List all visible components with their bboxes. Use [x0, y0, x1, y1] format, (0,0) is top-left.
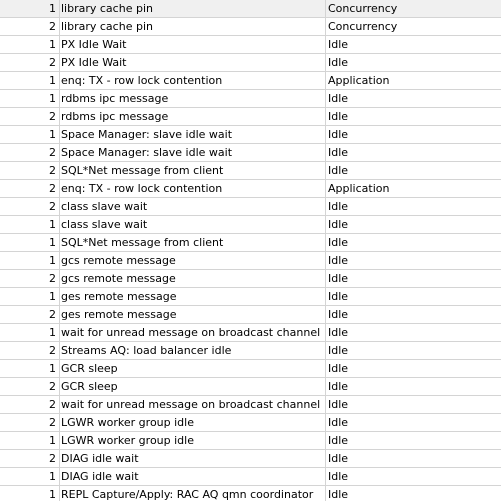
wait-class-cell[interactable]: Idle [328, 164, 349, 177]
inst-id-cell[interactable]: 1 [0, 360, 60, 377]
table-row[interactable] [0, 108, 501, 126]
wait-class-cell[interactable]: Idle [328, 110, 349, 123]
table-row[interactable] [0, 54, 501, 72]
event-cell[interactable]: rdbms ipc message [60, 90, 326, 107]
event-cell[interactable]: Space Manager: slave idle wait [60, 126, 326, 143]
inst-id-cell[interactable]: 1 [0, 234, 60, 251]
table-row[interactable] [0, 414, 501, 432]
inst-id-cell[interactable]: 1 [0, 252, 60, 269]
inst-id-cell[interactable]: 1 [0, 90, 60, 107]
event-cell[interactable]: REPL Capture/Apply: RAC AQ qmn coordinator [60, 486, 326, 501]
event-cell[interactable]: LGWR worker group idle [60, 432, 326, 449]
wait-class-cell[interactable]: Idle [328, 308, 349, 321]
inst-id-cell[interactable]: 2 [0, 306, 60, 323]
table-row[interactable] [0, 378, 501, 396]
table-row[interactable] [0, 288, 501, 306]
wait-class-cell[interactable]: Idle [328, 488, 349, 501]
event-cell[interactable]: class slave wait [60, 198, 326, 215]
inst-id-cell[interactable]: 2 [0, 54, 60, 71]
table-row[interactable] [0, 432, 501, 450]
wait-class-cell[interactable]: Idle [328, 92, 349, 105]
inst-id-cell[interactable]: 1 [0, 216, 60, 233]
table-row[interactable] [0, 396, 501, 414]
event-cell[interactable]: PX Idle Wait [60, 36, 326, 53]
inst-id-cell[interactable]: 2 [0, 414, 60, 431]
table-row[interactable] [0, 306, 501, 324]
table-row[interactable] [0, 72, 501, 90]
table-row[interactable] [0, 270, 501, 288]
wait-class-cell[interactable]: Idle [328, 290, 349, 303]
table-row[interactable] [0, 216, 501, 234]
table-row[interactable] [0, 162, 501, 180]
inst-id-cell[interactable]: 2 [0, 108, 60, 125]
table-row[interactable] [0, 0, 501, 18]
event-cell[interactable]: gcs remote message [60, 270, 326, 287]
wait-class-cell[interactable]: Idle [328, 326, 349, 339]
inst-id-cell[interactable]: 1 [0, 126, 60, 143]
table-row[interactable] [0, 36, 501, 54]
wait-class-cell[interactable]: Idle [328, 254, 349, 267]
inst-id-cell[interactable]: 1 [0, 72, 60, 89]
event-cell[interactable]: Space Manager: slave idle wait [60, 144, 326, 161]
event-cell[interactable]: gcs remote message [60, 252, 326, 269]
wait-class-cell[interactable]: Idle [328, 452, 349, 465]
wait-class-cell[interactable]: Idle [328, 434, 349, 447]
inst-id-cell[interactable]: 1 [0, 486, 60, 501]
event-cell[interactable]: ges remote message [60, 288, 326, 305]
inst-id-cell[interactable]: 2 [0, 342, 60, 359]
wait-class-cell[interactable]: Idle [328, 416, 349, 429]
table-row[interactable] [0, 18, 501, 36]
event-cell[interactable]: PX Idle Wait [60, 54, 326, 71]
event-cell[interactable]: DIAG idle wait [60, 450, 326, 467]
event-cell[interactable]: enq: TX - row lock contention [60, 180, 326, 197]
table-row[interactable] [0, 144, 501, 162]
table-row[interactable] [0, 126, 501, 144]
event-cell[interactable]: library cache pin [60, 18, 326, 35]
wait-class-cell[interactable]: Idle [328, 236, 349, 249]
event-cell[interactable]: DIAG idle wait [60, 468, 326, 485]
event-cell[interactable]: library cache pin [60, 0, 326, 17]
event-cell[interactable]: enq: TX - row lock contention [60, 72, 326, 89]
wait-class-cell[interactable]: Idle [328, 398, 349, 411]
inst-id-cell[interactable]: 1 [0, 0, 60, 17]
table-row[interactable] [0, 324, 501, 342]
event-cell[interactable]: GCR sleep [60, 360, 326, 377]
table-row[interactable] [0, 486, 501, 501]
wait-class-cell[interactable]: Concurrency [328, 20, 398, 33]
table-row[interactable] [0, 450, 501, 468]
event-cell[interactable]: wait for unread message on broadcast channel [60, 324, 326, 341]
inst-id-cell[interactable]: 1 [0, 36, 60, 53]
event-cell[interactable]: wait for unread message on broadcast channel [60, 396, 326, 413]
inst-id-cell[interactable]: 2 [0, 144, 60, 161]
inst-id-cell[interactable]: 2 [0, 198, 60, 215]
inst-id-cell[interactable]: 2 [0, 450, 60, 467]
wait-class-cell[interactable]: Idle [328, 56, 349, 69]
inst-id-cell[interactable]: 2 [0, 270, 60, 287]
event-cell[interactable]: rdbms ipc message [60, 108, 326, 125]
wait-class-cell[interactable]: Idle [328, 218, 349, 231]
event-cell[interactable]: LGWR worker group idle [60, 414, 326, 431]
event-cell[interactable]: Streams AQ: load balancer idle [60, 342, 326, 359]
table-row[interactable] [0, 468, 501, 486]
wait-class-cell[interactable]: Idle [328, 38, 349, 51]
inst-id-cell[interactable]: 1 [0, 432, 60, 449]
table-row[interactable] [0, 90, 501, 108]
wait-class-cell[interactable]: Idle [328, 380, 349, 393]
event-cell[interactable]: ges remote message [60, 306, 326, 323]
table-row[interactable] [0, 180, 501, 198]
wait-class-cell[interactable]: Application [328, 74, 390, 87]
inst-id-cell[interactable]: 1 [0, 324, 60, 341]
wait-class-cell[interactable]: Idle [328, 200, 349, 213]
inst-id-cell[interactable]: 1 [0, 468, 60, 485]
inst-id-cell[interactable]: 2 [0, 378, 60, 395]
inst-id-cell[interactable]: 2 [0, 162, 60, 179]
event-cell[interactable]: SQL*Net message from client [60, 162, 326, 179]
table-row[interactable] [0, 342, 501, 360]
event-cell[interactable]: class slave wait [60, 216, 326, 233]
event-cell[interactable]: GCR sleep [60, 378, 326, 395]
wait-class-cell[interactable]: Concurrency [328, 2, 398, 15]
inst-id-cell[interactable]: 2 [0, 396, 60, 413]
inst-id-cell[interactable]: 2 [0, 18, 60, 35]
table-row[interactable] [0, 360, 501, 378]
table-row[interactable] [0, 198, 501, 216]
wait-class-cell[interactable]: Idle [328, 146, 349, 159]
wait-class-cell[interactable]: Application [328, 182, 390, 195]
table-row[interactable] [0, 234, 501, 252]
inst-id-cell[interactable]: 2 [0, 180, 60, 197]
inst-id-cell[interactable]: 1 [0, 288, 60, 305]
wait-class-cell[interactable]: Idle [328, 128, 349, 141]
wait-class-cell[interactable]: Idle [328, 362, 349, 375]
wait-class-cell[interactable]: Idle [328, 272, 349, 285]
wait-class-cell[interactable]: Idle [328, 344, 349, 357]
wait-class-cell[interactable]: Idle [328, 470, 349, 483]
event-cell[interactable]: SQL*Net message from client [60, 234, 326, 251]
table-row[interactable] [0, 252, 501, 270]
